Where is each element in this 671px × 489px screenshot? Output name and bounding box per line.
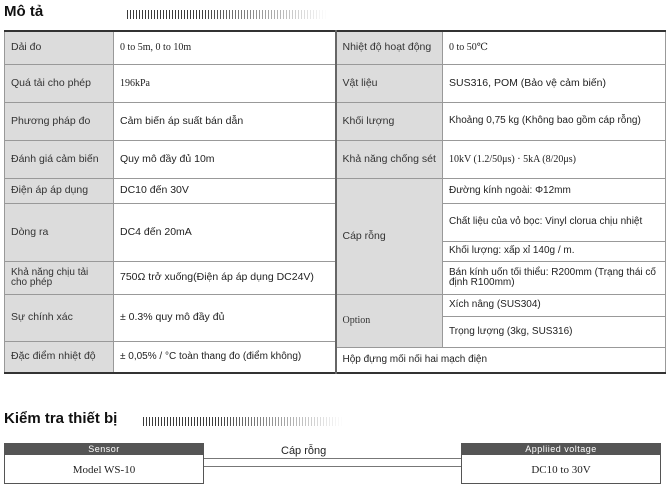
spec-row <box>5 31 666 64</box>
sensor-header: Sensor <box>5 444 203 455</box>
spec-row <box>5 294 666 316</box>
spec-value: 750Ω trở xuống(Điện áp áp dụng DC24V) <box>114 261 336 294</box>
spec-value: 10kV (1.2/50μs) · 5kA (8/20μs) <box>443 140 666 178</box>
spec-label: Dòng ra <box>5 203 114 261</box>
spec-label: Vật liệu <box>336 64 443 102</box>
spec-value: 0 to 50℃ <box>443 31 666 64</box>
spec-row <box>5 140 666 178</box>
spec-value: 196kPa <box>114 64 336 102</box>
spec-label: Điện áp áp dụng <box>5 178 114 203</box>
spec-label: Dải đo <box>5 31 114 64</box>
sensor-box <box>4 443 204 484</box>
check-title: Kiểm tra thiết bị <box>4 410 118 427</box>
spec-value: 0 to 5m, 0 to 10m <box>114 31 336 64</box>
cable-label: Cáp rỗng <box>336 178 443 294</box>
title-hatch-fade <box>200 10 327 19</box>
spec-value: ± 0.3% quy mô đầy đủ <box>114 294 336 341</box>
spec-value: DC10 đến 30V <box>114 178 336 203</box>
cable-item: Chất liệu của vỏ bọc: Vinyl clorua chịu nhiệt <box>443 203 666 241</box>
spec-value: SUS316, POM (Bảo vệ cảm biến) <box>443 64 666 102</box>
spec-row <box>5 102 666 140</box>
spec-label: Đánh giá cảm biến <box>5 140 114 178</box>
voltage-header: Appliied voltage <box>462 444 660 455</box>
spec-table <box>4 30 666 374</box>
spec-label: Phương pháp đo <box>5 102 114 140</box>
spec-label: Đặc điểm nhiệt độ <box>5 341 114 373</box>
spec-row <box>5 261 666 294</box>
spec-row <box>5 203 666 241</box>
spec-row <box>5 64 666 102</box>
check-hatch-fade <box>215 417 343 426</box>
option-label: Option <box>336 294 443 347</box>
description-title: Mô tả <box>4 3 44 20</box>
cable-label-diagram: Cáp rỗng <box>281 445 327 457</box>
spec-value: DC4 đến 20mA <box>114 203 336 261</box>
cable-wire-bottom <box>204 466 461 467</box>
spec-label: Khối lượng <box>336 102 443 140</box>
spec-value: Khoảng 0,75 kg (Không bao gồm cáp rỗng) <box>443 102 666 140</box>
option-item: Xích nâng (SUS304) <box>443 294 666 316</box>
spec-label: Khả năng chống sét <box>336 140 443 178</box>
spec-value: Cảm biến áp suất bán dẫn <box>114 102 336 140</box>
voltage-box <box>461 443 661 484</box>
cable-item: Đường kính ngoài: Φ12mm <box>443 178 666 203</box>
spec-row <box>5 178 666 203</box>
spec-label: Khả năng chịu tải cho phép <box>5 261 114 294</box>
spec-value: Quy mô đầy đủ 10m <box>114 140 336 178</box>
cable-wire-top <box>204 458 461 459</box>
sensor-model: Model WS-10 <box>72 464 136 476</box>
cable-item: Khối lượng: xấp xỉ 140g / m. <box>443 241 666 261</box>
voltage-value: DC10 to 30V <box>531 464 591 476</box>
spec-label: Sự chính xác <box>5 294 114 341</box>
spec-value: ± 0,05% / °C toàn thang đo (điểm không) <box>114 341 336 373</box>
spec-label: Quá tải cho phép <box>5 64 114 102</box>
cable-item: Bán kính uốn tối thiểu: R200mm (Trạng thái cố định R100mm) <box>443 261 666 294</box>
option-item: Hộp đựng mối nối hai mạch điện <box>336 347 666 373</box>
option-item: Trọng lượng (3kg, SUS316) <box>443 316 666 347</box>
spec-label: Nhiệt độ hoạt động <box>336 31 443 64</box>
